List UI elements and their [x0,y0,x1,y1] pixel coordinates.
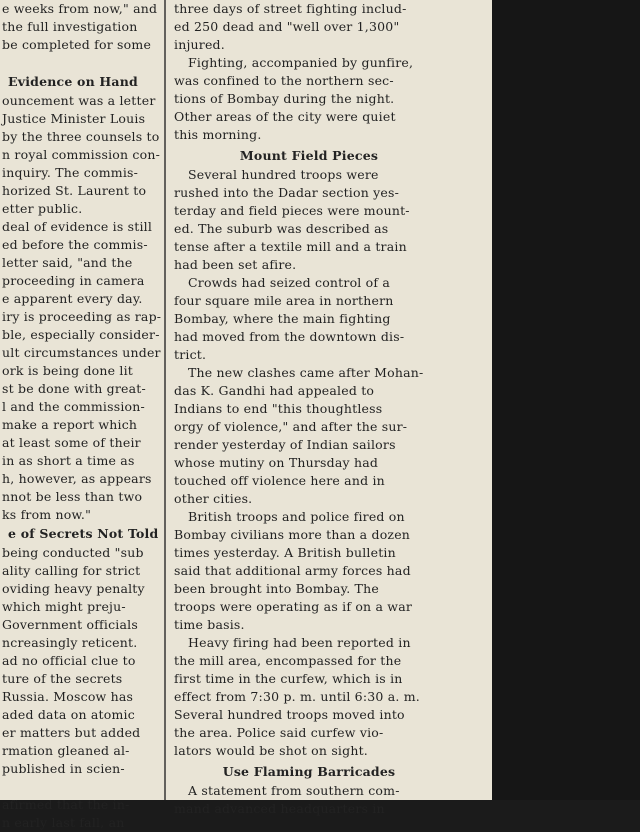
text-line: injured. [174,37,225,52]
text-line: mand advanced headquarters in [174,801,385,816]
text-line: iry is proceeding as rap- [2,309,162,324]
text-line: been brought into Bombay. The [174,581,379,596]
text-line: the mill area, encompassed for the [174,653,402,668]
text-line: four square mile area in northern [174,293,394,308]
text-line: being conducted "sub [2,545,144,560]
text-line: ncreasingly reticent. [2,635,138,650]
text-line: tense after a textile mill and a train [174,239,407,254]
text-line: ad no official clue to [2,653,136,668]
text-line: published in scien- [2,761,125,776]
text-line: had been set afire. [174,257,297,272]
text-line: ed. The suburb was described as [174,221,389,236]
text-line: A statement from southern com- [188,783,400,798]
text-line: ouncement was a letter [2,93,156,108]
text-line [2,54,162,72]
text-line: by the three counsels to [2,129,160,144]
text-line: das K. Gandhi had appealed to [174,383,375,398]
text-line: ult circumstances under [2,345,161,360]
text-line: h, however, as appears [2,471,152,486]
text-line: rushed into the Dadar section yes- [174,185,400,200]
text-line: proceeding in camera [2,273,145,288]
text-line: e weeks from now," and [2,1,158,16]
text-line: ed before the commis- [2,237,148,252]
text-line: afirmed that the in- [2,797,130,812]
text-line: letter said, "and the [2,255,133,270]
text-line: three days of street fighting includ- [174,1,407,16]
text-line: times yesterday. A British bulletin [174,545,396,560]
text-line: whose mutiny on Thursday had [174,455,379,470]
text-line: Crowds had seized control of a [188,275,391,290]
text-line: ture of the secrets [2,671,123,686]
text-line: inquiry. The commis- [2,165,139,180]
text-line: Several hundred troops were [188,167,379,182]
text-line: deal of evidence is still [2,219,153,234]
text-line: troops were operating as if on a war [174,599,413,614]
subhead: Mount Field Pieces [239,148,379,163]
text-line: Justice Minister Louis [2,111,146,126]
text-line: Several hundred troops moved into [174,707,405,722]
right-column [174,0,444,818]
text-line: in as short a time as [2,453,135,468]
text-line: ks from now." [2,507,92,522]
left-column [0,0,162,832]
text-line: which might preju- [2,599,126,614]
text-line: the full investigation [2,19,138,34]
text-line: other cities. [174,491,253,506]
text-line: e apparent every day. [2,291,143,306]
text-line: Bombay, where the main fighting [174,311,391,326]
text-line: aded data on atomic [2,707,135,722]
text-line: first time in the curfew, which is in [174,671,403,686]
text-line: oviding heavy penalty [2,581,145,596]
text-line: Indians to end "this thoughtless [174,401,383,416]
text-line: be completed for some [2,37,152,52]
text-line: n early last fall, an [2,815,125,830]
dark-background [492,0,640,800]
text-line: etter public. [2,201,83,216]
text-line: touched off violence here and in [174,473,385,488]
text-line: had moved from the downtown dis- [174,329,405,344]
text-line: this morning. [174,127,262,142]
text-line: the area. Police said curfew vio- [174,725,384,740]
text-line: Fighting, accompanied by gunfire, [188,55,414,70]
text-line: tions of Bombay during the night. [174,91,395,106]
text-line: Other areas of the city were quiet [174,109,396,124]
text-line: ed 250 dead and "well over 1,300" [174,19,400,34]
subhead: e of Secrets Not Told [8,526,159,541]
text-line: Russia. Moscow has [2,689,134,704]
text-line: British troops and police fired on [188,509,405,524]
text-line: nnot be less than two [2,489,143,504]
text-line: time basis. [174,617,245,632]
text-line: rmation gleaned al- [2,743,130,758]
text-line: at least some of their [2,435,141,450]
text-line [2,778,162,796]
text-line: make a report which [2,417,138,432]
text-line: lators would be shot on sight. [174,743,368,758]
text-line: er matters but added [2,725,141,740]
column-rule [164,0,166,800]
text-line: st be done with great- [2,381,146,396]
text-line: The new clashes came after Mohan- [188,365,424,380]
text-line: ble, especially consider- [2,327,160,342]
text-line: orgy of violence," and after the sur- [174,419,408,434]
text-line: Bombay civilians more than a dozen [174,527,411,542]
text-line: trict. [174,347,207,362]
text-line: Heavy firing had been reported in [188,635,411,650]
text-line: said that additional army forces had [174,563,411,578]
text-line: ork is being done lit [2,363,134,378]
text-line: horized St. Laurent to [2,183,147,198]
text-line: l and the commission- [2,399,145,414]
text-line: ality calling for strict [2,563,141,578]
subhead: Use Flaming Barricades [222,764,396,779]
text-line: terday and field pieces were mount- [174,203,410,218]
text-line: was confined to the northern sec- [174,73,394,88]
subhead: Evidence on Hand [8,74,138,89]
text-line: n royal commission con- [2,147,161,162]
text-line: render yesterday of Indian sailors [174,437,396,452]
text-line: Government officials [2,617,138,632]
text-line: effect from 7:30 p. m. until 6:30 a. m. [174,689,420,704]
